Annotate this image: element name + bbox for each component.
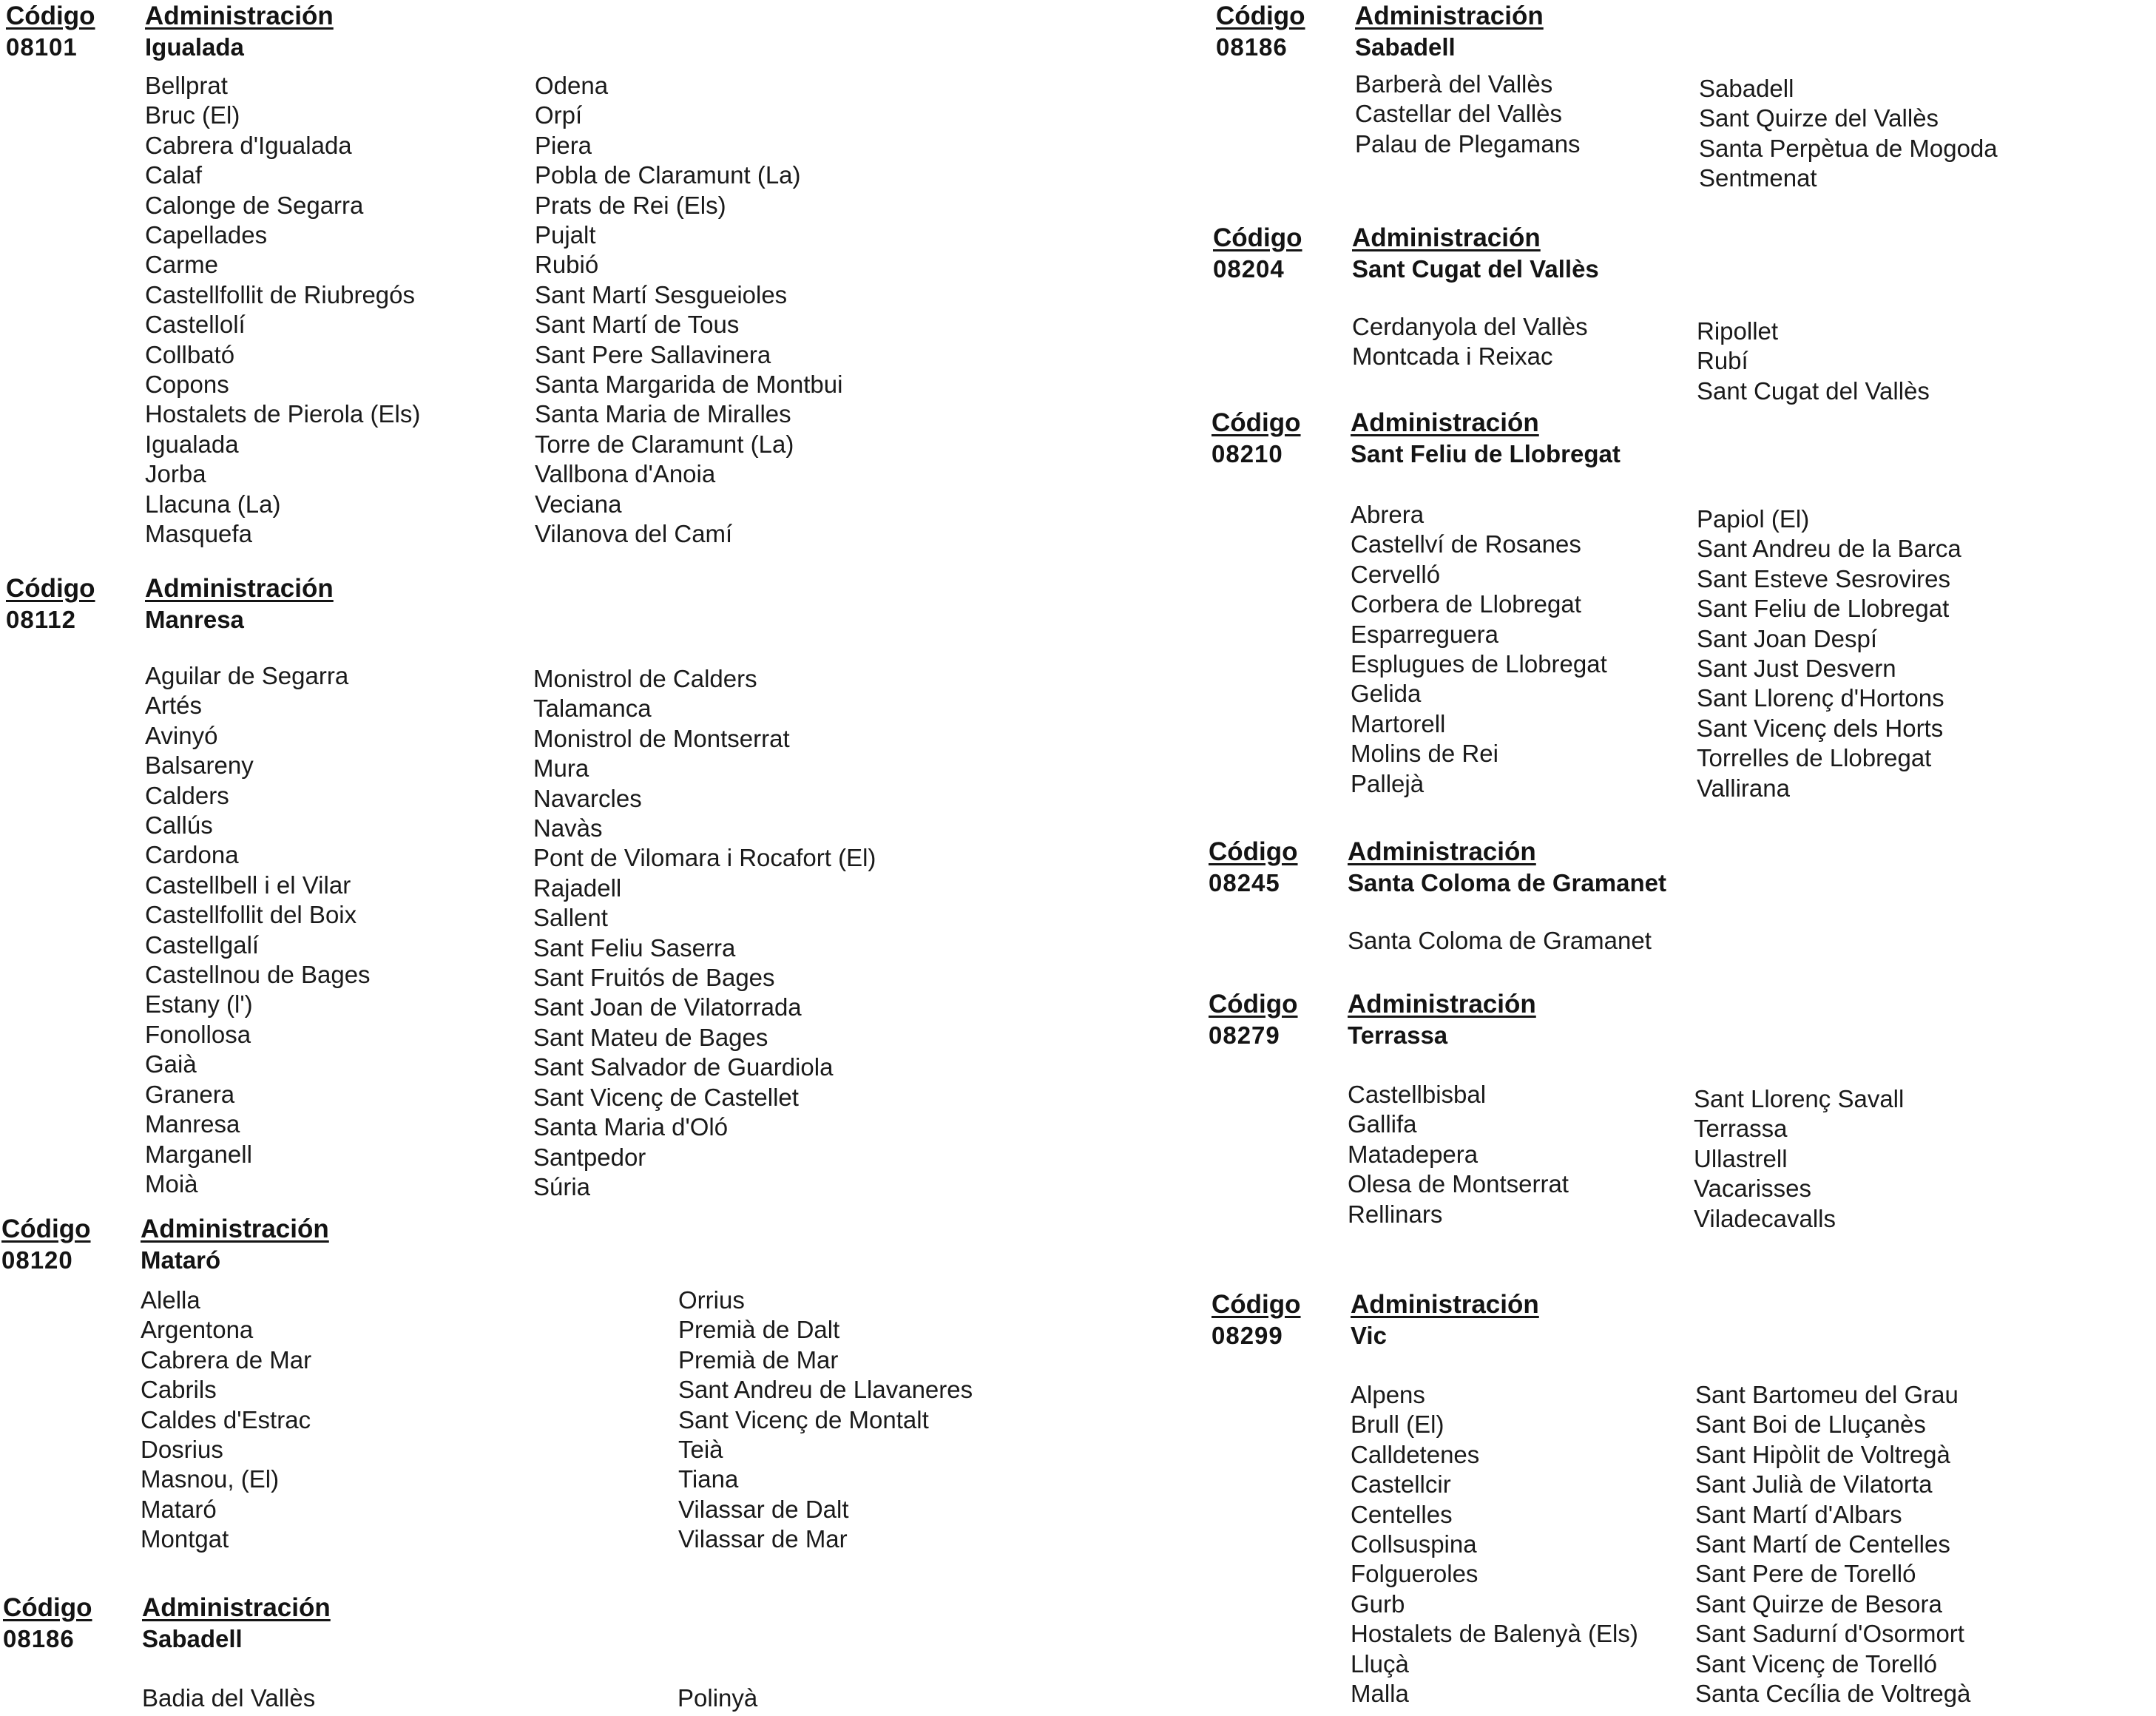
municipality-item: Sant Andreu de Llavaneres xyxy=(678,1376,973,1404)
municipality-item: Matadepera xyxy=(1348,1140,1479,1168)
municipality-item: Viladecavalls xyxy=(1694,1204,1836,1232)
municipality-item: Argentona xyxy=(141,1316,254,1344)
administracion-label: Administración xyxy=(142,1593,331,1622)
municipality-item: Navàs xyxy=(533,814,603,842)
municipality-item: Santa Perpètua de Mogoda xyxy=(1699,134,1998,162)
municipality-list-left xyxy=(1351,500,1607,799)
admin-section xyxy=(3,1593,1092,1712)
municipality-item: Sant Pere de Torelló xyxy=(1695,1560,1916,1588)
municipality-item: Gelida xyxy=(1351,680,1422,708)
municipality-item: Rajadell xyxy=(533,874,622,902)
admin-section xyxy=(1212,1290,2109,1708)
administracion-label: Administración xyxy=(1351,1290,1539,1319)
municipality-item: Granera xyxy=(145,1080,235,1108)
municipality-item: Sallent xyxy=(533,904,608,932)
municipality-item: Alella xyxy=(141,1286,200,1314)
municipality-item: Castellnou de Bages xyxy=(145,961,371,989)
municipality-item: Sant Mateu de Bages xyxy=(533,1023,768,1051)
municipality-item: Sant Martí de Centelles xyxy=(1695,1530,1950,1558)
office-name: Sabadell xyxy=(142,1625,243,1652)
section-header xyxy=(6,574,947,636)
administracion-label: Administración xyxy=(1355,1,1544,30)
municipality-item: Cerdanyola del Vallès xyxy=(1352,313,1588,340)
municipality-item: Aguilar de Segarra xyxy=(145,662,349,689)
municipality-item: Sant Joan de Vilatorrada xyxy=(533,993,802,1021)
municipality-item: Sant Martí de Tous xyxy=(535,311,740,339)
municipality-item: Sant Martí Sesgueioles xyxy=(535,280,788,308)
municipality-item: Teià xyxy=(678,1436,723,1464)
municipality-item: Navarcles xyxy=(533,784,642,812)
municipality-item: Sant Vicenç de Castellet xyxy=(533,1083,799,1111)
municipality-item: Santpedor xyxy=(533,1143,646,1171)
municipality-item: Hostalets de Pierola (Els) xyxy=(145,400,421,428)
codigo-label: Código xyxy=(1216,1,1305,30)
municipality-item: Estany (l') xyxy=(145,990,253,1019)
municipality-item: Masquefa xyxy=(145,520,252,548)
municipality-item: Vilassar de Dalt xyxy=(678,1495,849,1523)
municipality-item: Rubí xyxy=(1697,347,1748,375)
municipality-item: Sant Joan Despí xyxy=(1697,624,1877,652)
municipality-list-right xyxy=(535,71,842,550)
municipality-list-right xyxy=(678,1286,973,1555)
municipality-item: Sant Cugat del Vallès xyxy=(1697,376,1930,405)
municipality-item: Brull (El) xyxy=(1351,1411,1444,1439)
municipality-list-left xyxy=(1348,1080,1569,1229)
admin-section xyxy=(1213,223,2111,405)
municipality-item: Bellprat xyxy=(145,72,228,99)
municipality-list-right xyxy=(1695,1380,1970,1709)
municipality-item: Orpí xyxy=(535,101,583,129)
office-code: 08186 xyxy=(1216,33,1288,61)
municipality-item: Rellinars xyxy=(1348,1200,1443,1228)
section-header xyxy=(1216,1,2113,64)
municipality-list-right xyxy=(1697,317,1930,406)
office-code: 08210 xyxy=(1212,440,1283,467)
municipality-item: Sant Fruitós de Bages xyxy=(533,964,775,992)
municipality-item: Sant Quirze de Besora xyxy=(1695,1590,1942,1618)
section-header xyxy=(1212,408,2111,470)
municipality-item: Santa Maria de Miralles xyxy=(535,400,791,428)
municipality-item: Centelles xyxy=(1351,1500,1453,1528)
municipality-item: Castellcir xyxy=(1351,1470,1451,1499)
municipality-item: Vilassar de Mar xyxy=(678,1525,848,1553)
municipality-item: Alpens xyxy=(1351,1381,1425,1408)
office-name: Sant Feliu de Llobregat xyxy=(1351,440,1621,467)
office-name: Mataró xyxy=(141,1246,221,1274)
section-header xyxy=(1209,990,2108,1052)
municipality-item: Santa Maria d'Oló xyxy=(533,1113,729,1141)
codigo-label: Código xyxy=(1212,1290,1301,1319)
codigo-label: Código xyxy=(3,1593,92,1622)
municipality-item: Pont de Vilomara i Rocafort (El) xyxy=(533,844,876,872)
office-name: Manresa xyxy=(145,606,244,633)
municipality-item: Corbera de Llobregat xyxy=(1351,590,1581,618)
municipality-item: Prats de Rei (Els) xyxy=(535,191,726,219)
municipality-item: Calonge de Segarra xyxy=(145,191,364,219)
municipality-item: Dosrius xyxy=(141,1436,223,1464)
municipality-item: Barberà del Vallès xyxy=(1355,70,1553,98)
municipality-item: Ripollet xyxy=(1697,317,1779,345)
municipality-item: Sant Quirze del Vallès xyxy=(1699,104,1939,132)
municipality-list-right xyxy=(1694,1084,1904,1234)
codigo-label: Código xyxy=(1209,990,1298,1019)
municipality-item: Artés xyxy=(145,692,203,720)
municipality-item: Terrassa xyxy=(1694,1115,1788,1143)
section-header xyxy=(1,1215,1092,1277)
office-name: Santa Coloma de Gramanet xyxy=(1348,869,1666,896)
office-code: 08120 xyxy=(1,1246,73,1274)
municipality-item: Malla xyxy=(1351,1680,1409,1708)
municipality-item: Jorba xyxy=(145,460,206,488)
office-code: 08101 xyxy=(6,33,78,61)
municipality-item: Gurb xyxy=(1351,1590,1405,1618)
municipality-item: Gallifa xyxy=(1348,1110,1417,1138)
municipality-item: Olesa de Montserrat xyxy=(1348,1170,1569,1198)
municipality-item: Sant Vicenç de Montalt xyxy=(678,1405,929,1433)
municipality-item: Sant Esteve Sesrovires xyxy=(1697,564,1950,592)
municipality-item: Esplugues de Llobregat xyxy=(1351,650,1607,678)
municipality-item: Cabrera d'Igualada xyxy=(145,131,352,159)
administracion-label: Administración xyxy=(145,574,334,603)
municipality-item: Esparreguera xyxy=(1351,620,1498,648)
municipality-item: Mataró xyxy=(141,1495,217,1523)
municipality-item: Sant Feliu Saserra xyxy=(533,933,736,962)
administracion-label: Administración xyxy=(141,1215,329,1243)
office-code: 08112 xyxy=(6,606,76,633)
section-header xyxy=(3,1593,1092,1655)
municipality-item: Gaià xyxy=(145,1050,197,1078)
codigo-label: Código xyxy=(1213,223,1302,252)
office-name: Sant Cugat del Vallès xyxy=(1352,255,1599,283)
administracion-label: Administración xyxy=(1352,223,1541,252)
municipality-item: Castellbisbal xyxy=(1348,1081,1487,1108)
municipality-list-left xyxy=(145,661,371,1199)
municipality-item: Sant Sadurní d'Osormort xyxy=(1695,1620,1964,1648)
municipality-item: Sant Just Desvern xyxy=(1697,655,1896,683)
municipality-item: Vilanova del Camí xyxy=(535,520,733,548)
municipality-item: Sant Llorenç d'Hortons xyxy=(1697,684,1944,712)
municipality-item: Santa Cecília de Voltregà xyxy=(1695,1680,1971,1708)
municipality-item: Castellví de Rosanes xyxy=(1351,530,1581,558)
municipality-item: Talamanca xyxy=(533,695,652,723)
municipality-item: Molins de Rei xyxy=(1351,740,1498,768)
municipality-item: Lluçà xyxy=(1351,1649,1409,1678)
municipality-item: Súria xyxy=(533,1172,591,1200)
municipality-item: Copons xyxy=(145,371,229,399)
municipality-item: Cabrils xyxy=(141,1376,217,1404)
municipality-list-left xyxy=(1348,926,1652,956)
municipality-list-left xyxy=(145,71,420,550)
municipality-item: Premià de Mar xyxy=(678,1345,839,1374)
municipality-item: Masnou, (El) xyxy=(141,1465,280,1493)
municipality-item: Pujalt xyxy=(535,221,596,249)
administracion-label: Administración xyxy=(1348,837,1536,866)
office-name: Vic xyxy=(1351,1322,1387,1349)
municipality-item: Caldes d'Estrac xyxy=(141,1405,311,1433)
codigo-label: Código xyxy=(6,1,95,30)
administracion-label: Administración xyxy=(1348,990,1536,1019)
municipality-item: Santa Coloma de Gramanet xyxy=(1348,927,1652,954)
municipality-item: Calaf xyxy=(145,161,203,189)
office-code: 08245 xyxy=(1209,869,1280,896)
office-code: 08186 xyxy=(3,1625,75,1652)
municipality-item: Badia del Vallès xyxy=(142,1684,316,1712)
municipality-list-left xyxy=(1352,312,1588,372)
municipality-item: Torrelles de Llobregat xyxy=(1697,744,1932,772)
office-code: 08204 xyxy=(1213,255,1285,283)
municipality-item: Sant Llorenç Savall xyxy=(1694,1085,1905,1112)
municipality-list-right xyxy=(533,664,876,1202)
municipality-item: Tiana xyxy=(678,1465,739,1493)
municipality-list-left xyxy=(141,1286,311,1555)
municipality-item: Rubió xyxy=(535,251,599,279)
municipality-item: Torre de Claramunt (La) xyxy=(535,430,794,458)
municipality-item: Fonollosa xyxy=(145,1020,251,1048)
municipality-item: Cervelló xyxy=(1351,560,1441,588)
municipality-item: Monistrol de Montserrat xyxy=(533,724,790,752)
section-header xyxy=(6,1,949,64)
municipality-item: Montgat xyxy=(141,1525,229,1553)
municipality-item: Pallejà xyxy=(1351,769,1425,797)
municipality-item: Vacarisses xyxy=(1694,1175,1811,1203)
admin-section xyxy=(1212,408,2111,802)
administracion-label: Administración xyxy=(1351,408,1539,437)
municipality-item: Manresa xyxy=(145,1110,240,1138)
office-name: Igualada xyxy=(145,33,244,61)
municipality-item: Marganell xyxy=(145,1140,252,1168)
municipality-item: Piera xyxy=(535,131,592,159)
admin-section xyxy=(1216,1,2113,192)
section-header xyxy=(1213,223,2111,286)
municipality-item: Sant Martí d'Albars xyxy=(1695,1500,1902,1528)
municipality-item: Carme xyxy=(145,251,219,279)
municipality-item: Polinyà xyxy=(677,1684,758,1712)
municipality-item: Castellfollit de Riubregós xyxy=(145,280,416,308)
municipality-item: Abrera xyxy=(1351,501,1425,528)
codigo-label: Código xyxy=(6,574,95,603)
municipality-item: Palau de Plegamans xyxy=(1355,129,1581,158)
municipality-item: Sant Vicenç dels Horts xyxy=(1697,714,1944,742)
municipality-item: Calders xyxy=(145,781,229,809)
municipality-item: Papiol (El) xyxy=(1697,505,1810,533)
municipality-item: Odena xyxy=(535,72,609,99)
municipality-list-right xyxy=(1699,74,1998,194)
office-name: Sabadell xyxy=(1355,33,1456,61)
municipality-item: Martorell xyxy=(1351,709,1446,737)
municipality-item: Cardona xyxy=(145,841,239,869)
municipality-item: Sant Hipòlit de Voltregà xyxy=(1695,1440,1950,1468)
office-code: 08299 xyxy=(1212,1322,1283,1349)
section-header xyxy=(1212,1290,2109,1352)
municipality-item: Sant Julià de Vilatorta xyxy=(1695,1470,1933,1499)
municipality-list-right xyxy=(677,1683,757,1713)
municipality-item: Moià xyxy=(145,1169,198,1198)
codigo-label: Código xyxy=(1209,837,1298,866)
municipality-item: Castellbell i el Vilar xyxy=(145,871,351,899)
municipality-item: Monistrol de Calders xyxy=(533,665,757,692)
municipality-list-left xyxy=(1351,1380,1638,1709)
municipality-item: Castellgalí xyxy=(145,930,260,959)
municipality-item: Pobla de Claramunt (La) xyxy=(535,161,801,189)
municipality-item: Castellfollit del Boix xyxy=(145,901,357,929)
municipality-item: Hostalets de Balenyà (Els) xyxy=(1351,1620,1638,1648)
municipality-item: Castellolí xyxy=(145,311,246,339)
municipality-item: Folgueroles xyxy=(1351,1560,1479,1588)
municipality-list-left xyxy=(1355,70,1581,159)
administracion-label: Administración xyxy=(145,1,334,30)
office-name: Terrassa xyxy=(1348,1021,1448,1049)
office-code: 08279 xyxy=(1209,1021,1280,1049)
municipality-item: Sant Andreu de la Barca xyxy=(1697,535,1961,563)
municipality-item: Mura xyxy=(533,754,589,783)
municipality-item: Castellar del Vallès xyxy=(1355,100,1563,128)
admin-section xyxy=(1209,837,2108,954)
municipality-item: Sabadell xyxy=(1699,75,1794,102)
section-header xyxy=(1209,837,2108,899)
municipality-item: Avinyó xyxy=(145,721,218,749)
municipality-item: Sant Vicenç de Torelló xyxy=(1695,1649,1938,1678)
admin-section xyxy=(1,1215,1092,1553)
municipality-item: Collbató xyxy=(145,340,235,368)
municipality-item: Sant Feliu de Llobregat xyxy=(1697,595,1950,623)
municipality-item: Vallirana xyxy=(1697,774,1790,802)
municipality-item: Vallbona d'Anoia xyxy=(535,460,716,488)
municipality-list-right xyxy=(1697,504,1961,803)
admin-section xyxy=(6,1,949,548)
municipality-item: Calldetenes xyxy=(1351,1440,1480,1468)
codigo-label: Código xyxy=(1,1215,91,1243)
municipality-item: Premià de Dalt xyxy=(678,1316,840,1344)
municipality-item: Igualada xyxy=(145,430,239,458)
municipality-item: Ullastrell xyxy=(1694,1144,1788,1172)
municipality-item: Collsuspina xyxy=(1351,1530,1477,1558)
municipality-item: Montcada i Reixac xyxy=(1352,342,1553,371)
codigo-label: Código xyxy=(1212,408,1301,437)
municipality-item: Orrius xyxy=(678,1286,745,1314)
municipality-item: Balsareny xyxy=(145,751,254,780)
municipality-item: Santa Margarida de Montbui xyxy=(535,371,843,399)
municipality-item: Llacuna (La) xyxy=(145,490,281,518)
municipality-item: Capellades xyxy=(145,221,268,249)
municipality-item: Veciana xyxy=(535,490,622,518)
municipality-item: Sant Pere Sallavinera xyxy=(535,340,771,368)
municipality-item: Sant Salvador de Guardiola xyxy=(533,1053,834,1081)
municipality-item: Callús xyxy=(145,811,213,840)
municipality-item: Sant Boi de Lluçanès xyxy=(1695,1411,1926,1439)
municipality-item: Cabrera de Mar xyxy=(141,1345,312,1374)
admin-section xyxy=(1209,990,2108,1232)
municipality-item: Bruc (El) xyxy=(145,101,240,129)
admin-section xyxy=(6,574,947,1200)
municipality-item: Sant Bartomeu del Grau xyxy=(1695,1381,1959,1408)
municipality-list-left xyxy=(142,1683,315,1713)
municipality-item: Sentmenat xyxy=(1699,164,1817,192)
